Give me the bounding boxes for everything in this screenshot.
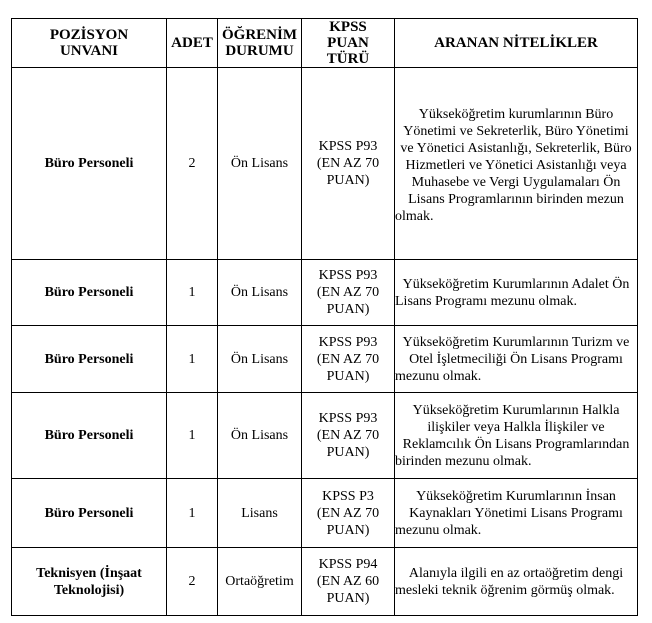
header-kpss-type: KPSS PUAN TÜRÜ xyxy=(302,19,395,68)
education-cell: Ortaöğretim xyxy=(218,548,302,616)
header-position: POZİSYON UNVANI xyxy=(12,19,167,68)
table-row xyxy=(12,68,638,260)
qualifications-cell: Yükseköğretim Kurumlarının İnsan Kaynakları Yönetimi Lisans Programı mezunu olmak. xyxy=(395,479,638,548)
header-row xyxy=(12,19,638,68)
header-count: ADET xyxy=(167,19,218,68)
count-cell: 1 xyxy=(167,479,218,548)
count-cell: 1 xyxy=(167,393,218,479)
table-row xyxy=(12,548,638,616)
education-cell: Ön Lisans xyxy=(218,68,302,260)
education-cell: Ön Lisans xyxy=(218,260,302,326)
kpss-cell: KPSS P94 (EN AZ 60 PUAN) xyxy=(302,548,395,616)
kpss-cell: KPSS P93 (EN AZ 70 PUAN) xyxy=(302,68,395,260)
table-header xyxy=(12,19,638,68)
count-cell: 1 xyxy=(167,326,218,393)
table-body xyxy=(12,68,638,616)
education-cell: Ön Lisans xyxy=(218,326,302,393)
position-cell: Büro Personeli xyxy=(12,260,167,326)
qualifications-cell: Alanıyla ilgili en az ortaöğretim dengi mesleki teknik öğrenim görmüş olmak. xyxy=(395,548,638,616)
positions-table xyxy=(11,18,638,616)
qualifications-cell: Yükseköğretim Kurumlarının Halkla ilişkiler veya Halkla İlişkiler ve Reklamcılık Ön Lisans Programlarından birinden mezunu olmak. xyxy=(395,393,638,479)
position-cell: Büro Personeli xyxy=(12,479,167,548)
qualifications-cell: Yükseköğretim Kurumlarının Adalet Ön Lisans Programı mezunu olmak. xyxy=(395,260,638,326)
count-cell: 1 xyxy=(167,260,218,326)
table-row xyxy=(12,393,638,479)
table-row xyxy=(12,479,638,548)
position-cell: Büro Personeli xyxy=(12,68,167,260)
position-cell: Teknisyen (İnşaat Teknolojisi) xyxy=(12,548,167,616)
count-cell: 2 xyxy=(167,548,218,616)
kpss-cell: KPSS P3 (EN AZ 70 PUAN) xyxy=(302,479,395,548)
header-education: ÖĞRENİM DURUMU xyxy=(218,19,302,68)
count-cell: 2 xyxy=(167,68,218,260)
qualifications-cell: Yükseköğretim kurumlarının Büro Yönetimi ve Sekreterlik, Büro Yönetimi ve Yönetici Asistanlığı, Sekreterlik, Büro Hizmetleri ve Yönetici Asistanlığı veya Muhasebe ve Vergi Uygulamaları Ön Lisans Programlarının birinden mezun olmak. xyxy=(395,68,638,260)
table-row xyxy=(12,260,638,326)
education-cell: Ön Lisans xyxy=(218,393,302,479)
qualifications-cell: Yükseköğretim Kurumlarının Turizm ve Otel İşletmeciliği Ön Lisans Programı mezunu olmak. xyxy=(395,326,638,393)
kpss-cell: KPSS P93 (EN AZ 70 PUAN) xyxy=(302,326,395,393)
position-cell: Büro Personeli xyxy=(12,393,167,479)
table-row xyxy=(12,326,638,393)
position-cell: Büro Personeli xyxy=(12,326,167,393)
kpss-cell: KPSS P93 (EN AZ 70 PUAN) xyxy=(302,260,395,326)
header-qualifications: ARANAN NİTELİKLER xyxy=(395,19,638,68)
kpss-cell: KPSS P93 (EN AZ 70 PUAN) xyxy=(302,393,395,479)
education-cell: Lisans xyxy=(218,479,302,548)
